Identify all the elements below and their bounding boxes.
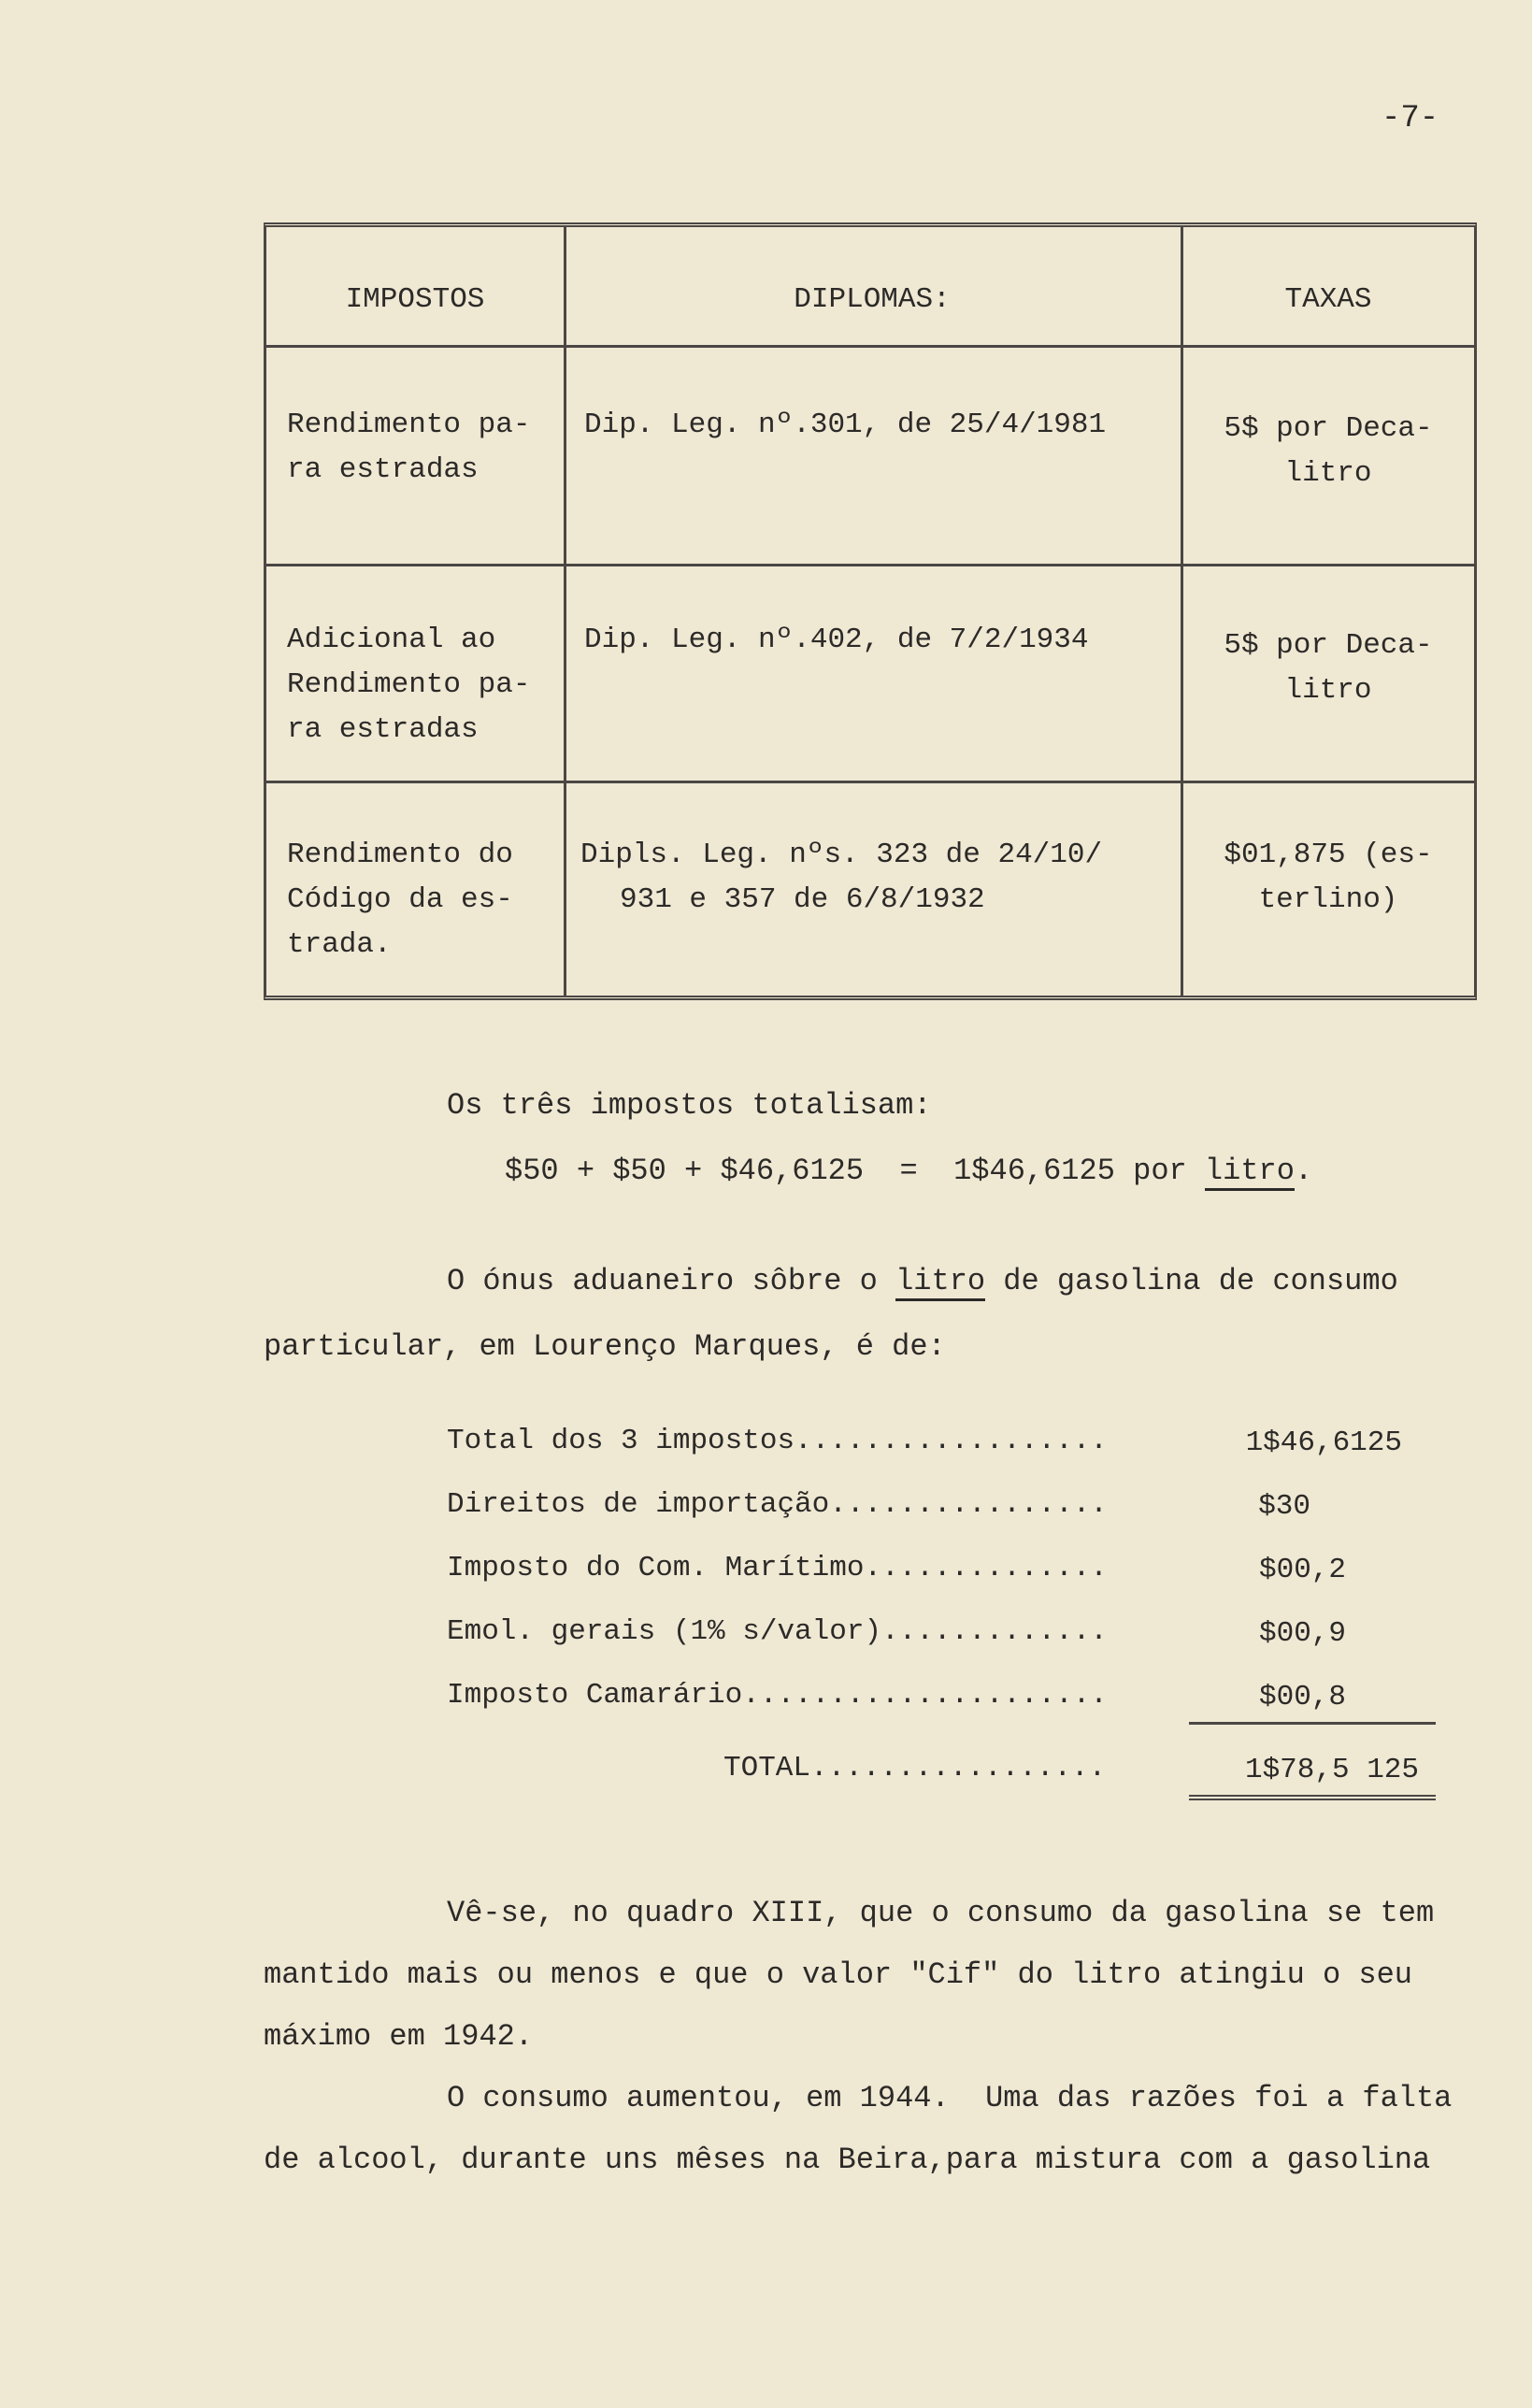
header-diplomas: DIPLOMAS: [794,283,951,316]
cost-value: $00,9 [1258,1617,1346,1650]
paragraph-line: mantido mais ou menos e que o valor "Cif" do litro atingiu o seu [264,1957,1412,1992]
summary-sum: $50 + $50 + $46,6125 = 1$46,6125 por litro. [505,1154,1312,1188]
table-row-divider [266,345,1474,348]
sum-rule [1189,1722,1436,1725]
cost-label: Imposto Camarário..................... [447,1679,1108,1712]
header-taxas: TAXAS [1284,283,1372,316]
table-cell-diploma: Dip. Leg. nº.402, de 7/2/1934 [584,624,1089,656]
paragraph-line: O consumo aumentou, em 1944. Uma das razões foi a falta [447,2081,1453,2115]
cost-value: $00,2 [1258,1554,1346,1586]
paragraph-onus-line2: particular, em Lourenço Marques, é de: [264,1329,946,1364]
cost-value: 1$46,6125 [1245,1426,1402,1459]
table-cell-imposto: Rendimento do Código da es- trada. [287,838,513,961]
cost-label: Imposto do Com. Marítimo.............. [447,1552,1108,1584]
table-cell-imposto: Adicional ao Rendimento pa- ra estradas [287,624,531,746]
paragraph-onus: O ónus aduaneiro sôbre o litro de gasolina de consumo [447,1264,1398,1298]
cost-value: $30 [1258,1490,1310,1523]
table-col-divider [564,227,566,996]
table-cell-diploma: Dip. Leg. nº.301, de 25/4/1981 [584,408,1107,441]
cost-label: Total dos 3 impostos.................. [447,1425,1108,1457]
cost-value: $00,8 [1258,1681,1346,1713]
total-label: TOTAL................. [723,1752,1107,1784]
paragraph-line: de alcool, durante uns mêses na Beira,para mistura com a gasolina [264,2143,1431,2177]
total-value: 1$78,5 125 [1244,1754,1419,1786]
cost-label: Emol. gerais (1% s/valor)............. [447,1615,1108,1648]
table-cell-taxa: $01,875 (es- terlino) [1224,838,1433,916]
table-cell-taxa: 5$ por Deca- litro [1224,629,1433,707]
paragraph-line: Vê-se, no quadro XIII, que o consumo da gasolina se tem [447,1896,1435,1930]
total-double-rule [1189,1795,1436,1806]
table-cell-taxa: 5$ por Deca- litro [1224,412,1433,490]
page-number: -7- [1382,101,1439,136]
paragraph-line: máximo em 1942. [264,2019,534,2054]
cost-label: Direitos de importação................ [447,1488,1108,1521]
header-impostos: IMPOSTOS [345,283,485,316]
tax-table [264,222,1477,1000]
summary-line: Os três impostos totalisam: [447,1088,932,1123]
table-row-divider [266,564,1474,566]
table-cell-diploma: Dipls. Leg. nºs. 323 de 24/10/ 931 e 357 de 6/8/1932 [580,838,1103,916]
table-cell-imposto: Rendimento pa- ra estradas [287,408,531,486]
table-row-divider [266,781,1474,783]
